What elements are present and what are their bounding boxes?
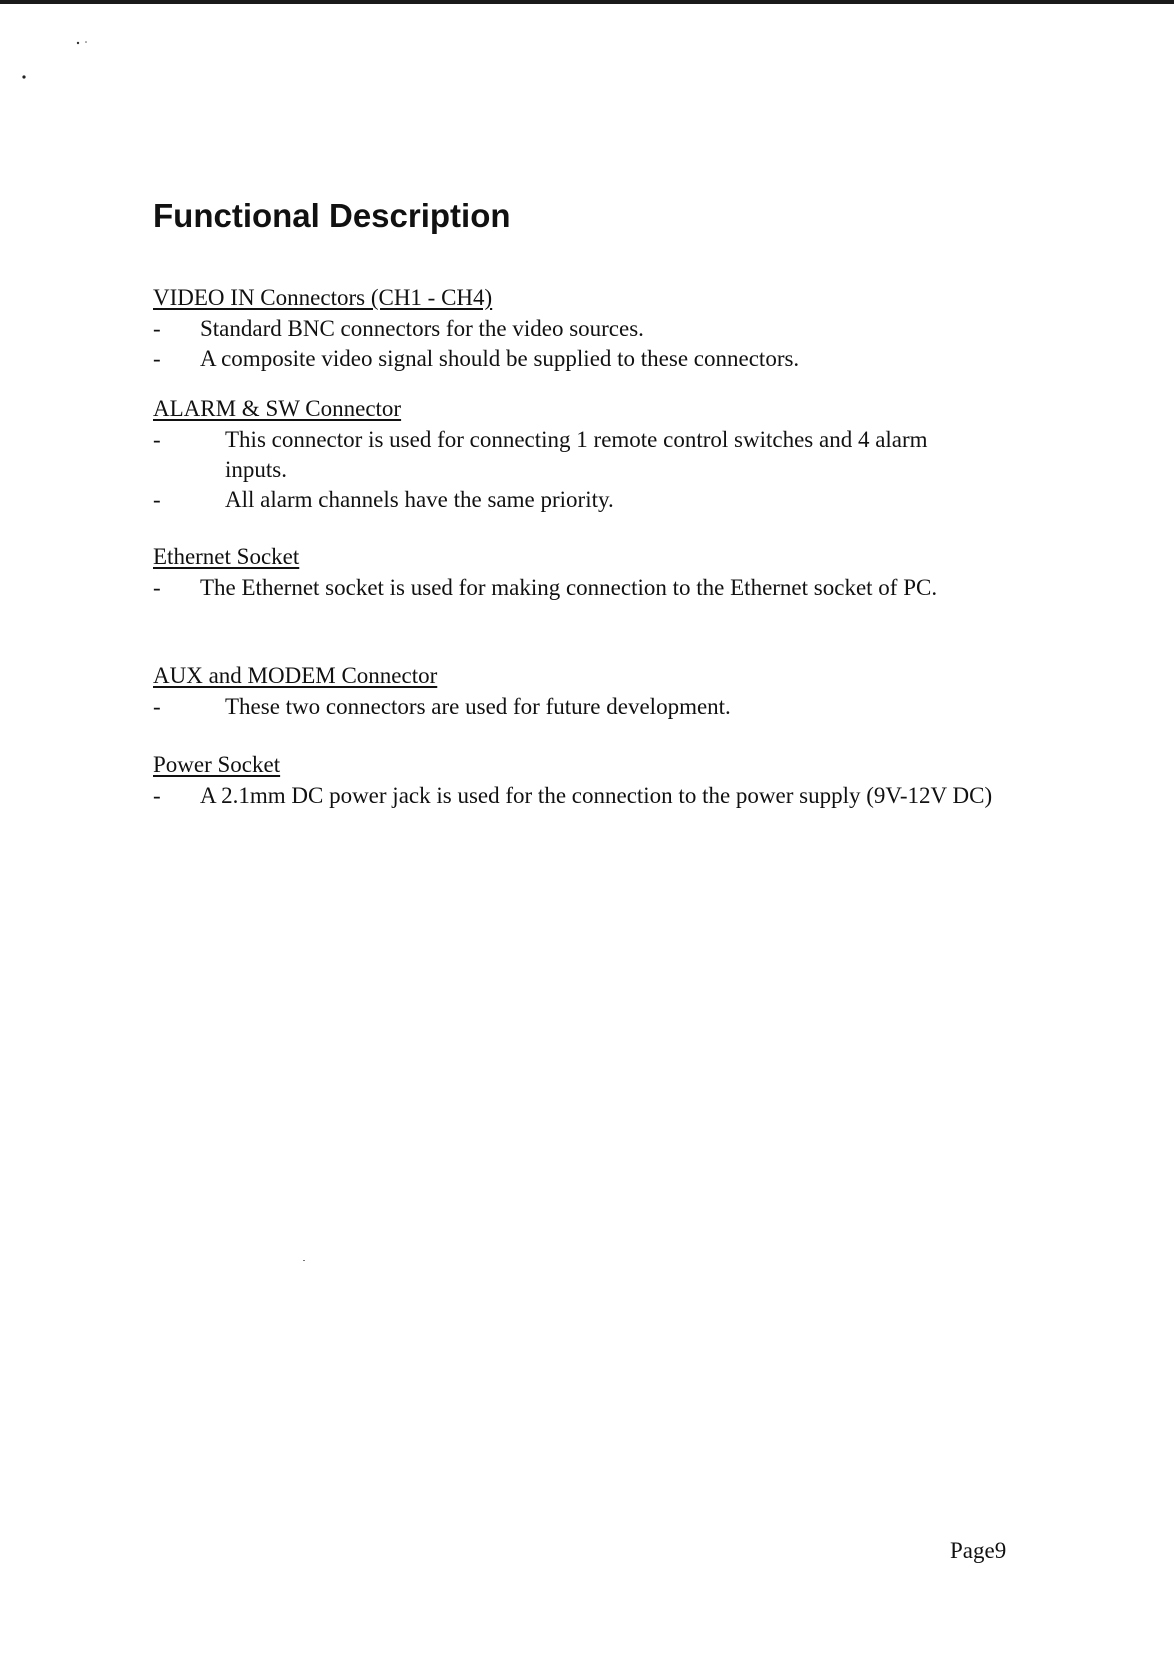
bullet-dash: -: [153, 316, 161, 341]
list-item-text: Standard BNC connectors for the video sources.: [200, 316, 644, 341]
bullet-dash: -: [153, 575, 161, 600]
section-heading: Power Socket: [153, 752, 281, 777]
section-heading: VIDEO IN Connectors (CH1 - CH4): [153, 285, 493, 310]
list-item: [153, 781, 1013, 811]
list-item-text: This connector is used for connecting 1 remote control switches and 4 alarm inputs.: [225, 427, 928, 482]
bullet-dash: -: [153, 783, 161, 808]
section-alarm-sw: [153, 395, 1013, 515]
section-aux-modem: [153, 662, 1013, 722]
page-number: Page9: [950, 1538, 1007, 1563]
section-power: [153, 751, 1013, 811]
list-item: [153, 314, 1013, 344]
list-item-text: All alarm channels have the same priority.: [225, 487, 614, 512]
bullet-dash: -: [153, 427, 161, 452]
list-item: [153, 485, 1013, 515]
list-item-text: A 2.1mm DC power jack is used for the connection to the power supply (9V-12V DC): [200, 783, 993, 808]
bullet-dash: -: [153, 346, 161, 371]
list-item-text: These two connectors are used for future development.: [225, 694, 731, 719]
section-heading: ALARM & SW Connector: [153, 396, 402, 421]
bullet-dash: -: [153, 487, 161, 512]
top-border-rule: [0, 0, 1174, 4]
list-item-text: The Ethernet socket is used for making connection to the Ethernet socket of PC.: [200, 575, 938, 600]
list-item: [153, 573, 1013, 603]
section-heading: AUX and MODEM Connector: [153, 663, 438, 688]
page-title: Functional Description: [153, 197, 511, 234]
section-video-in: [153, 284, 1013, 374]
list-item: [153, 425, 953, 485]
list-item: [153, 692, 1013, 722]
list-item: [153, 344, 1013, 374]
section-heading: Ethernet Socket: [153, 544, 300, 569]
section-ethernet: [153, 543, 1013, 603]
scan-specks: [0, 0, 120, 100]
scan-speck: [303, 1260, 305, 1261]
list-item-text: A composite video signal should be supplied to these connectors.: [200, 346, 800, 371]
bullet-dash: -: [153, 694, 161, 719]
